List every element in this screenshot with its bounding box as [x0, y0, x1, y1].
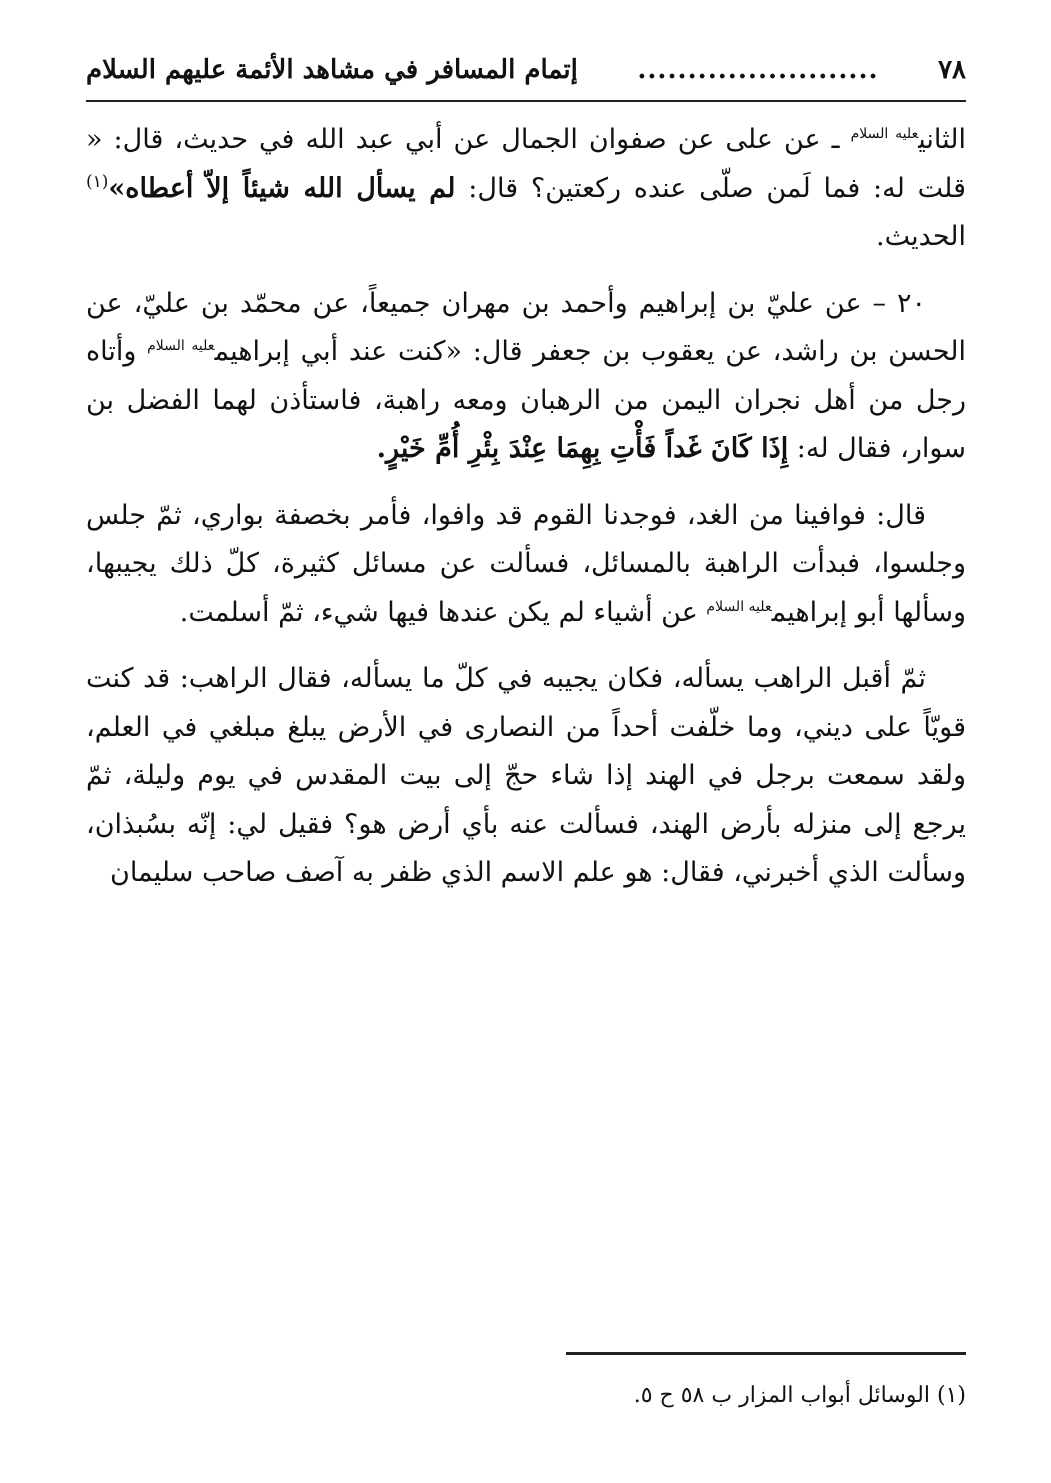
footnote-area: [86, 1352, 966, 1413]
p2-bold-quote: إِذَا كَانَ غَداً فَأْتِ بِهِمَا عِنْدَ بِئْرِ أُمِّ خَيْرٍ.: [376, 433, 789, 464]
paragraph-2: [86, 280, 966, 474]
paragraph-4: [86, 655, 966, 898]
footnote-1: (١) الوسائل أبواب المزار ب ٥٨ ح ٥.: [633, 1383, 966, 1408]
honorific-mark: عليه السلام: [706, 598, 772, 615]
p1-bold-quote-end: أعطاه»: [108, 172, 194, 204]
page-number: ٧٨: [938, 55, 966, 85]
p3-text-a: قال: فوافينا من الغد، فوجدنا القوم قد وافوا، فأمر بخصفة بواري، ثمّ جلس وجلسوا، فبدأت الراهبة بالمسائل، فسألت عن مسائل كثيرة، كلّ ذلك يجيبها، وسألها أبو إبراهيم: [86, 499, 966, 628]
p1-bold-quote: لم يسأل الله شيئاً إلاّ: [206, 172, 456, 204]
p4-text: ثمّ أقبل الراهب يسأله، فكان يجيبه في كلّ ما يسأله، فقال الراهب: قد كنت قويّاً على ديني، وما خلّفت أحداً من النصارى في الأرض يبلغ مبلغي في العلم، ولقد سمعت برجل في الهند إذا شاء حجّ إلى بيت المقدس في يوم وليلة، ثمّ يرجع إلى منزله بأرض الهند، فسألت عنه بأي أرض هو؟ فقيل لي: إنّه بسُبذان، وسألت الذي أخبرني، فقال: هو علم الاسم الذي ظفر به آصف صاحب سليمان: [86, 663, 966, 888]
p2-text-b: وأتاه رجل من أهل نجران اليمن من الرهبان ومعه راهبة، فاستأذن لهما الفضل بن سوار، فقال له:: [86, 336, 966, 464]
p1-text-a: الثاني: [918, 124, 966, 155]
running-header: [86, 40, 966, 102]
page-body: [86, 40, 966, 916]
honorific-mark: عليه السلام: [850, 126, 919, 142]
footnote-rule: [566, 1352, 966, 1355]
p1-text-b: ـ عن على عن صفوان الجمال عن أبي عبد الله في حديث،: [174, 124, 851, 155]
paragraph-1: [86, 116, 966, 262]
p2-text-a: ٢٠ – عن عليّ بن إبراهيم وأحمد بن مهران جميعاً، عن محمّد بن عليّ، عن الحسن بن راشد، عن يعقوب بن جعفر قال: «كنت عند أبي إبراهيم: [86, 287, 966, 367]
header-leader-dots: ........................: [637, 55, 879, 85]
book-title: إتمام المسافر في مشاهد الأئمة عليهم السلام: [86, 55, 578, 85]
p3-text-b: عن أشياء لم يكن عندها فيها شيء، ثمّ أسلمت.: [179, 596, 707, 628]
footnote-ref-1: (١): [86, 171, 109, 192]
p1-text-c: قال: « قلت له: فما لَمن صلّى عنده ركعتين؟ قال:: [86, 124, 966, 204]
paragraph-3: [86, 492, 966, 638]
p1-text-d: الحديث.: [876, 221, 966, 252]
honorific-mark: عليه السلام: [147, 338, 215, 354]
